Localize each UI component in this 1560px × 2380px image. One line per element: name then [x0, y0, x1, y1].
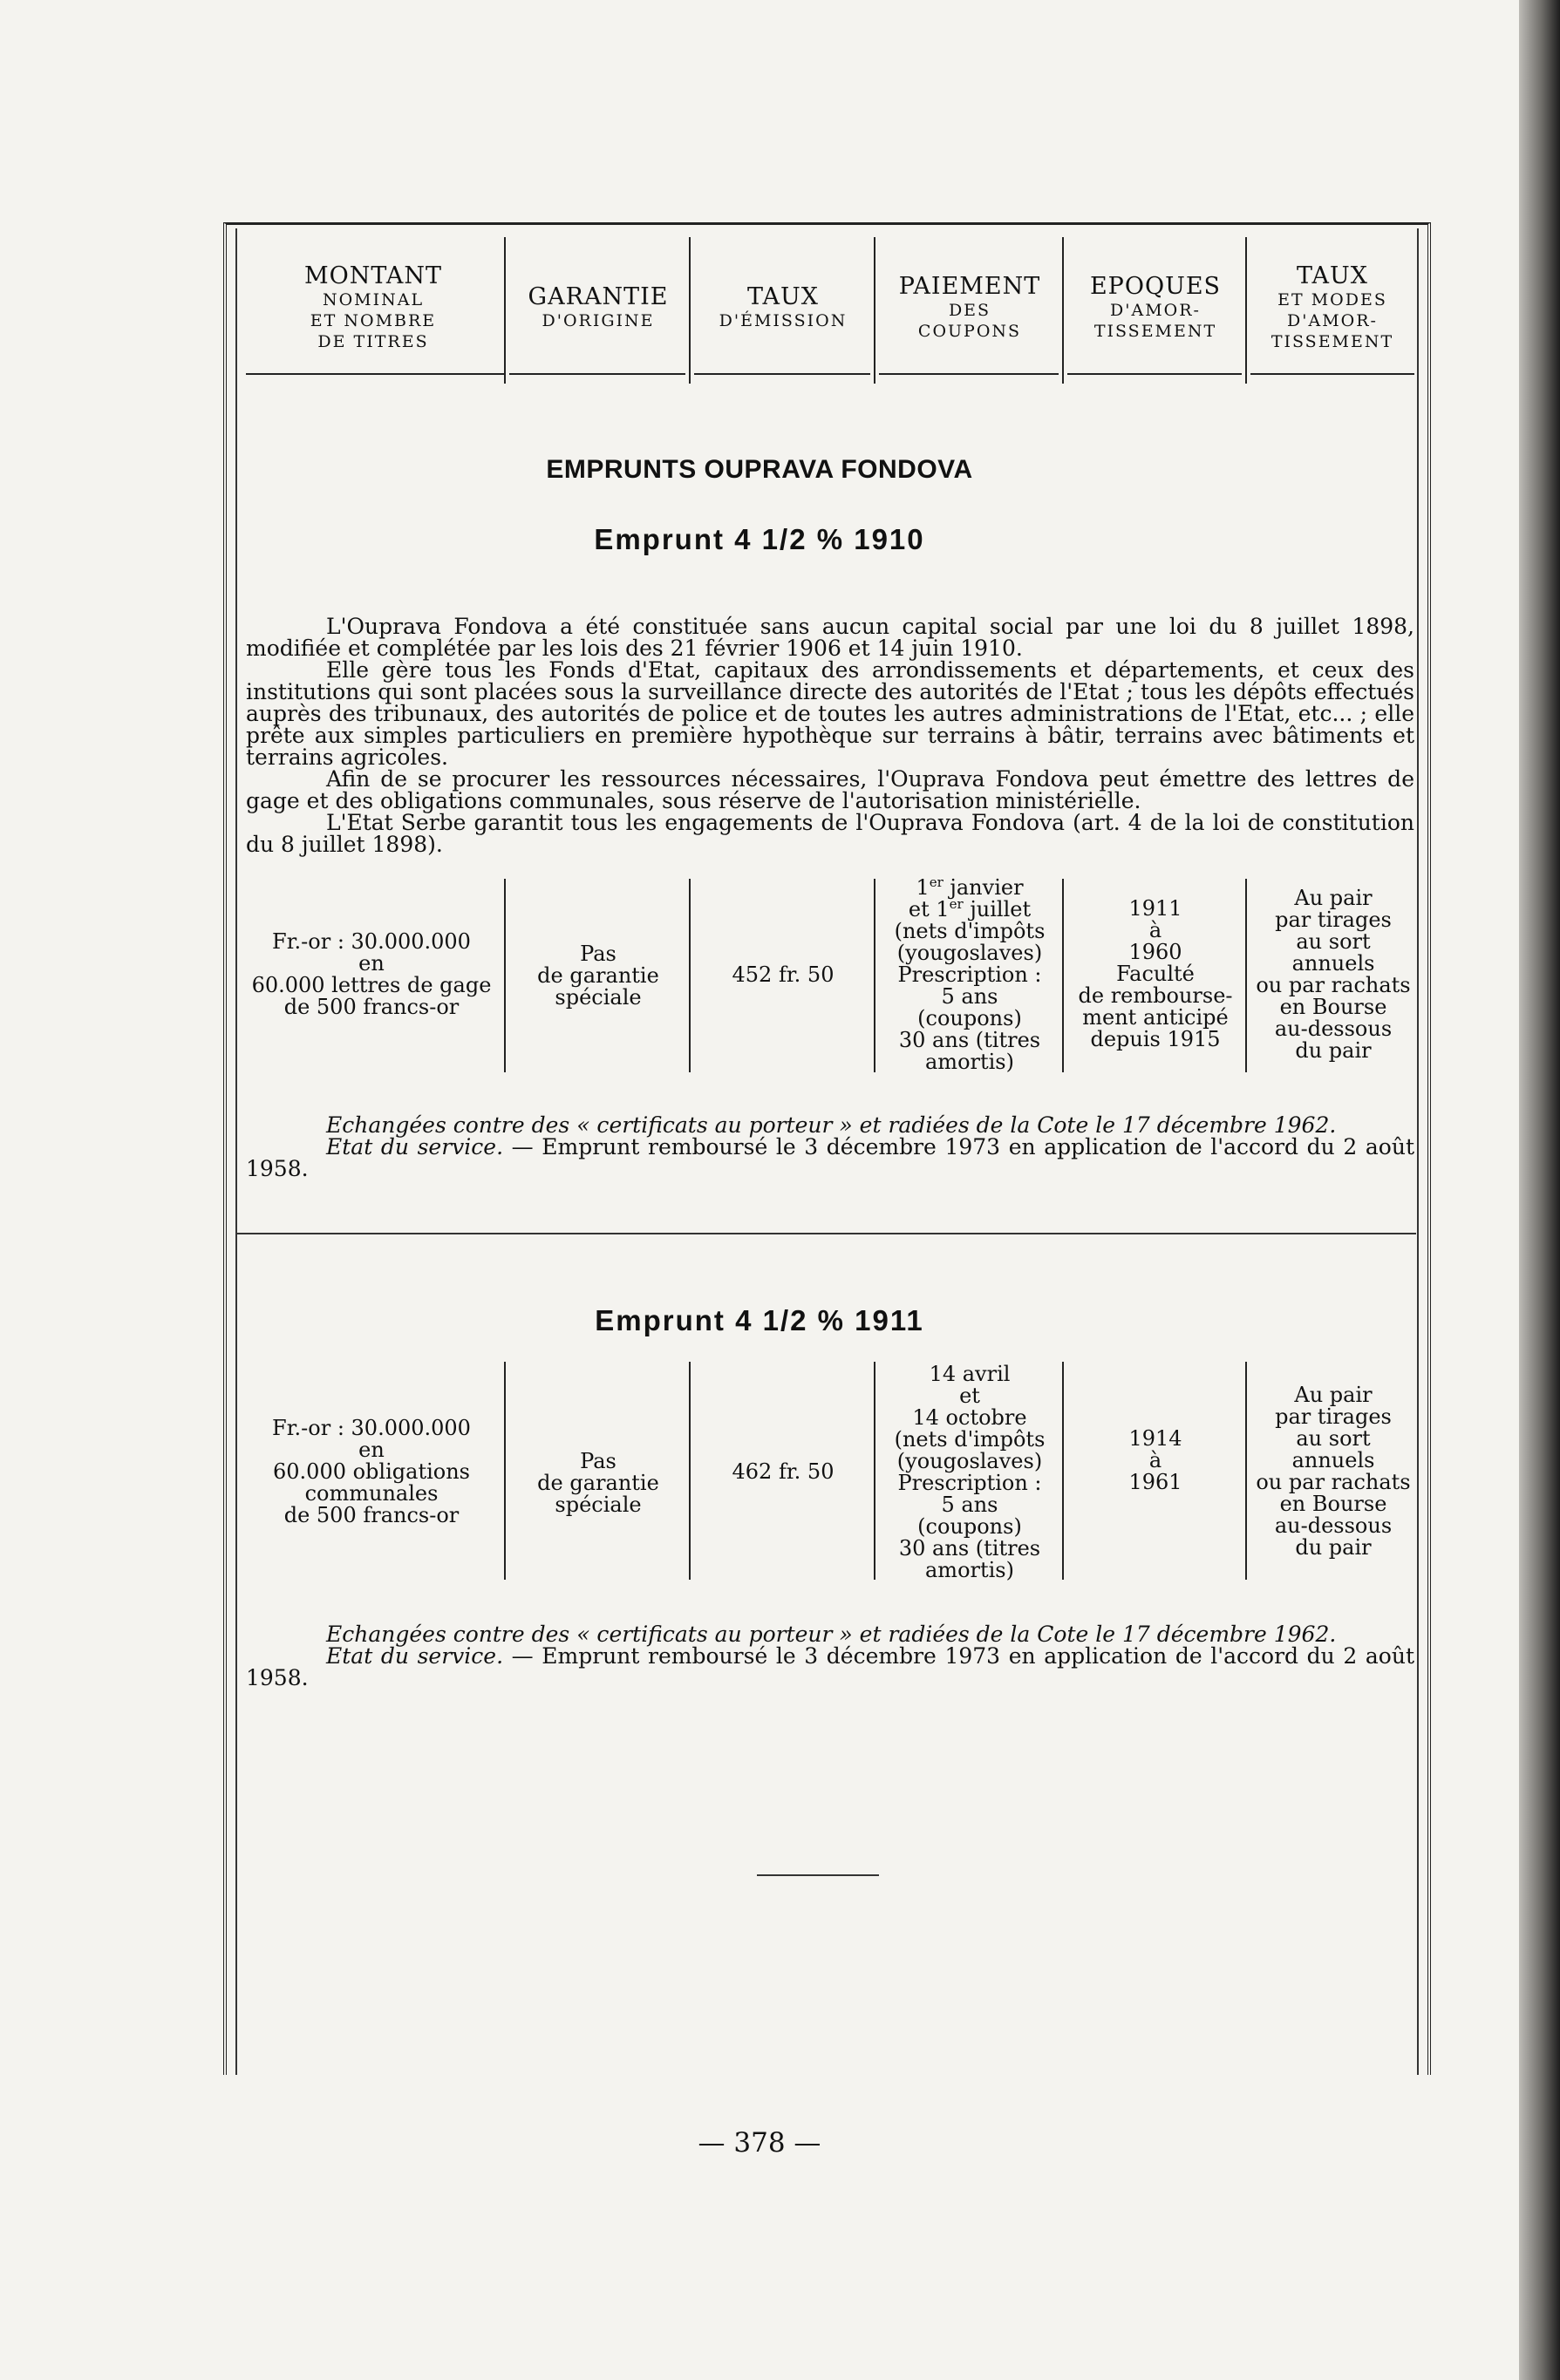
cell-line: par tirages	[1275, 1404, 1392, 1429]
header-montant-title: MONTANT	[303, 262, 443, 289]
cell-line: ou par rachats	[1256, 1470, 1411, 1494]
header-garantie	[508, 237, 689, 377]
exchange-note-text: Echangées contre des « certificats au porteur » et radiées de la Cote	[326, 1112, 1089, 1138]
cell-line: Au pair	[1294, 886, 1373, 910]
header-taux-emission	[692, 237, 874, 377]
loan-1911-notes	[246, 1623, 1414, 1689]
header-taux-modes-title: TAUX	[1296, 262, 1368, 289]
header-epoques-title: EPOQUES	[1089, 272, 1222, 300]
row-separator	[689, 879, 691, 1072]
cell-line: à	[1148, 1448, 1162, 1472]
cell-line: en Bourse	[1279, 1492, 1387, 1516]
loan-1911-taux	[692, 1461, 874, 1483]
service-label: Etat du service.	[326, 1643, 504, 1669]
frame-inner-right-rule	[1417, 228, 1419, 2075]
cell-line: ou par rachats	[1256, 973, 1411, 997]
cell-line: amortis)	[925, 1050, 1014, 1074]
cell-line: 5 ans	[941, 1493, 998, 1517]
row-separator	[874, 1362, 875, 1580]
header-montant	[242, 237, 504, 377]
loan-1911-modes	[1249, 1384, 1418, 1559]
cell-line: Pas	[580, 942, 617, 966]
service-note	[246, 1136, 1414, 1180]
loan-1911-paiement	[877, 1363, 1062, 1581]
loan-1910-description	[246, 615, 1414, 855]
header-epoques	[1066, 237, 1245, 377]
header-underline	[1067, 373, 1242, 375]
frame-inner-left-rule	[235, 228, 237, 2075]
loan-1910-epoques	[1066, 898, 1245, 1051]
page-number: — 378 —	[698, 2127, 821, 2159]
loan-1911-montant	[241, 1418, 502, 1527]
cell-line: 1960	[1128, 940, 1182, 964]
row-separator	[874, 879, 875, 1072]
loan-1911-garantie	[508, 1451, 689, 1516]
header-garantie-title: GARANTIE	[528, 282, 669, 310]
loan-1910-title: Emprunt 4 1/2 % 1910	[594, 523, 925, 555]
cell-line: annuels	[1291, 1448, 1375, 1472]
cell-line: Faculté	[1116, 962, 1195, 986]
cell-line: 60.000 obligations	[273, 1459, 470, 1484]
header-taux-modes	[1249, 237, 1416, 377]
cell-text: janvier	[950, 875, 1024, 900]
cell-line: au sort	[1296, 929, 1371, 954]
cell-line: 1961	[1128, 1470, 1182, 1494]
description-paragraph: Afin de se procurer les ressources nécessaires, l'Ouprava Fondova peut émettre des lettres de gage et des obligations communales, sous réserve de l'autorisation ministérielle.	[246, 766, 1414, 813]
cell-line: (nets d'impôts	[894, 1427, 1046, 1452]
row-separator	[1245, 879, 1247, 1072]
description-paragraph: L'Ouprava Fondova a été constituée sans aucun capital social par une loi du 8 juillet 1898, modifiée et complétée par les lois des 21 février 1906 et 14 juin 1910.	[246, 614, 1414, 661]
cell-line: de 500 francs-or	[283, 1503, 460, 1527]
header-paiement-title: PAIEMENT	[898, 272, 1041, 300]
header-taux-modes-sub: D'AMOR-	[1287, 310, 1378, 330]
cell-line: (coupons)	[917, 1006, 1022, 1030]
cell-line: par tirages	[1275, 908, 1392, 932]
cell-line: Prescription :	[897, 962, 1042, 987]
cell-line: 14 avril	[929, 1362, 1011, 1386]
header-taux-title: TAUX	[746, 282, 819, 310]
exchange-note	[246, 1114, 1414, 1136]
cell-line: Au pair	[1294, 1383, 1373, 1407]
header-underline	[694, 373, 870, 375]
cell-line: communales	[304, 1481, 439, 1506]
exchange-note	[246, 1623, 1414, 1645]
header-taux-sub: D'ÉMISSION	[719, 310, 848, 330]
loan-1910-modes	[1249, 887, 1418, 1062]
cell-line: en	[358, 1438, 385, 1462]
exchange-note-date: le 17 décembre 1962.	[1095, 1112, 1337, 1138]
cell-line: 1911	[1128, 896, 1182, 921]
row-separator	[1062, 879, 1064, 1072]
cell-line: (yougoslaves)	[896, 941, 1043, 965]
loan-1910-taux	[692, 964, 874, 986]
row-separator	[1062, 1362, 1064, 1580]
exchange-note-text: Echangées contre des « certificats au porteur » et radiées de la Cote	[326, 1622, 1089, 1647]
cell-line: de garantie	[537, 963, 659, 988]
service-note	[246, 1645, 1414, 1689]
cell-line: (yougoslaves)	[896, 1449, 1043, 1473]
header-paiement	[877, 237, 1062, 377]
cell-line: 1914	[1128, 1426, 1182, 1451]
cell-line: ment anticipé	[1082, 1005, 1229, 1030]
header-separator	[1245, 237, 1247, 384]
cell-line: (coupons)	[917, 1514, 1022, 1539]
row-separator	[689, 1362, 691, 1580]
cell-line: à	[1148, 918, 1162, 942]
cell-line: 462 fr. 50	[732, 1459, 834, 1484]
cell-line: 30 ans (titres	[898, 1536, 1041, 1561]
header-montant-sub: DE TITRES	[317, 331, 429, 351]
section-title: EMPRUNTS OUPRAVA FONDOVA	[546, 455, 973, 484]
header-underline	[509, 373, 685, 375]
cell-line: et 1er juillet	[908, 896, 1032, 921]
cell-line: 14 octobre	[912, 1405, 1027, 1430]
cell-line: au sort	[1296, 1426, 1371, 1451]
header-montant-sub: NOMINAL	[322, 289, 425, 309]
service-text: — Emprunt remboursé le 3 décembre 1973 en application de l'accord du 2 août 1958.	[246, 1134, 1414, 1181]
loan-1910-garantie	[508, 943, 689, 1009]
loan-1910-montant	[241, 931, 502, 1018]
cell-line: du pair	[1295, 1038, 1372, 1063]
cell-line: spéciale	[555, 985, 642, 1010]
header-paiement-sub: DES	[948, 300, 991, 320]
header-separator	[689, 237, 691, 384]
cell-line: amortis)	[925, 1558, 1014, 1582]
cell-line: Fr.-or : 30.000.000	[272, 929, 471, 954]
cell-line: Fr.-or : 30.000.000	[272, 1416, 471, 1440]
section-divider	[237, 1233, 1416, 1234]
cell-text: juillet	[970, 897, 1032, 921]
cell-line: en	[358, 951, 385, 976]
cell-text: et 1	[908, 897, 950, 921]
cell-line: depuis 1915	[1090, 1027, 1221, 1051]
description-paragraph: Elle gère tous les Fonds d'Etat, capitaux des arrondissements et départements, et ceux des institutions qui sont placées sous la surveillance directe des autorités de l'Etat ; tous les dépôts effectués auprès des tribunaux, des autorités de police et de toutes les autres administrations de l'Etat, etc... ; elle prête aux simples particuliers en première hypothèque sur terrains à bâtir, terrains avec bâtiments et terrains agricoles.	[246, 657, 1414, 770]
header-separator	[504, 237, 506, 384]
row-separator	[1245, 1362, 1247, 1580]
service-label: Etat du service.	[326, 1134, 504, 1159]
header-separator	[874, 237, 875, 384]
service-text: — Emprunt remboursé le 3 décembre 1973 en application de l'accord du 2 août 1958.	[246, 1643, 1414, 1690]
header-epoques-sub: D'AMOR-	[1110, 300, 1201, 320]
cell-line: de 500 francs-or	[283, 995, 460, 1019]
cell-line: du pair	[1295, 1535, 1372, 1560]
book-spine-shadow	[1519, 0, 1560, 2380]
loan-1911-title: Emprunt 4 1/2 % 1911	[595, 1304, 924, 1336]
loan-1911-epoques	[1066, 1428, 1245, 1493]
description-paragraph: L'Etat Serbe garantit tous les engagements de l'Ouprava Fondova (art. 4 de la loi de constitution du 8 juillet 1898).	[246, 810, 1414, 857]
cell-line: et	[959, 1384, 980, 1408]
header-taux-modes-sub: ET MODES	[1277, 289, 1387, 309]
loan-1910-paiement	[877, 874, 1062, 1074]
cell-line: de rembourse-	[1078, 983, 1233, 1008]
header-taux-modes-sub: TISSEMENT	[1270, 331, 1394, 351]
row-separator	[504, 879, 506, 1072]
cell-line: 60.000 lettres de gage	[251, 973, 492, 997]
row-separator	[504, 1362, 506, 1580]
header-underline	[246, 373, 504, 375]
cell-line: 30 ans (titres	[898, 1028, 1041, 1052]
cell-line: Pas	[580, 1449, 617, 1473]
cell-line: 452 fr. 50	[732, 962, 834, 987]
header-garantie-sub: D'ORIGINE	[542, 310, 655, 330]
loan-1910-notes	[246, 1114, 1414, 1180]
cell-line: en Bourse	[1279, 995, 1387, 1019]
header-epoques-sub: TISSEMENT	[1093, 321, 1217, 341]
cell-line: au-dessous	[1274, 1017, 1393, 1041]
cell-line: annuels	[1291, 951, 1375, 976]
exchange-note-date: le 17 décembre 1962.	[1095, 1622, 1337, 1647]
header-montant-sub: ET NOMBRE	[310, 310, 437, 330]
header-separator	[1062, 237, 1064, 384]
header-paiement-sub: COUPONS	[917, 321, 1022, 341]
cell-line: de garantie	[537, 1471, 659, 1495]
closing-rule	[757, 1874, 879, 1876]
header-underline	[1250, 373, 1414, 375]
cell-line: au-dessous	[1274, 1513, 1393, 1538]
cell-line: 5 ans	[941, 984, 998, 1009]
cell-line: 1er janvier	[916, 874, 1024, 900]
header-underline	[879, 373, 1059, 375]
cell-line: (nets d'impôts	[894, 919, 1046, 943]
cell-line: Prescription :	[897, 1471, 1042, 1495]
cell-line: spéciale	[555, 1493, 642, 1517]
